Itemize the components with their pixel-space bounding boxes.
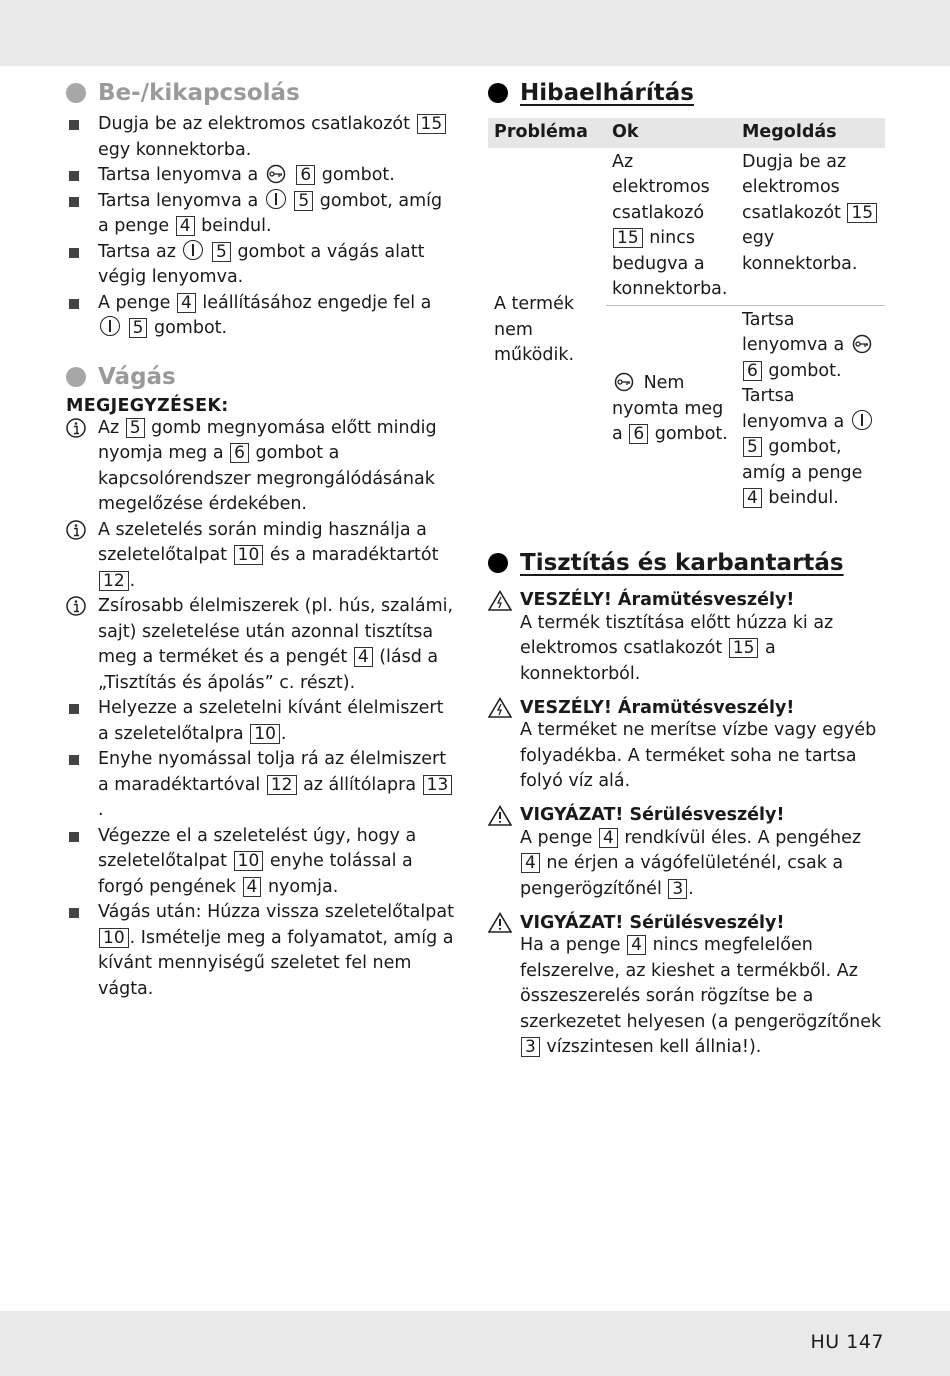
bullet-dot-icon: [66, 367, 86, 387]
info-icon: [66, 418, 86, 438]
bullet-dot-icon: [488, 553, 508, 573]
part-number-box: 15: [613, 228, 643, 248]
table-row: [488, 148, 885, 306]
part-number-box: 5: [743, 437, 762, 457]
key-icon: [852, 334, 874, 354]
power-icon: [266, 189, 286, 209]
part-number-box: 4: [599, 828, 618, 848]
list-item: Enyhe nyomással tolja rá az élelmiszert a maradéktartóval 12 az állítólapra 13.: [66, 747, 458, 824]
part-number-box: 13: [423, 775, 453, 795]
power-icon: [852, 410, 872, 430]
caution-triangle-icon: [488, 912, 512, 933]
part-number-box: 15: [417, 114, 447, 134]
caution-triangle-icon: [488, 805, 512, 826]
part-number-box: 6: [743, 361, 762, 381]
solution-cell: Dugja be az elektromos csatlakozót 15 egy konnektorba.: [736, 148, 885, 306]
part-number-box: 4: [743, 488, 762, 508]
part-number-box: 12: [99, 571, 129, 591]
warning-heading: VIGYÁZAT! Sérülésveszély!: [488, 805, 885, 826]
part-number-box: 6: [230, 443, 249, 463]
warning-text: Ha a penge 4 nincs megfelelően felszerelve, az kieshet a termékből. Az összeszerelés során rögzítse be a szerkezetet helyesen (a pengerögzítőnek 3 vízszintesen kell állnia!).: [520, 935, 882, 1057]
warning-heading: VESZÉLY! Áramütésveszély!: [488, 697, 885, 718]
bullet-dot-icon: [66, 83, 86, 103]
warning-heading: VESZÉLY! Áramütésveszély!: [488, 590, 885, 611]
list-item: Helyezze a szeletelni kívánt élelmiszert a szeletelőtalpra 10 .: [66, 696, 458, 747]
solution-cell: Tartsa lenyomva a 6 gombot. Tartsa lenyomva a 5 gombot, amíg a penge 4 beindul.: [736, 305, 885, 514]
list-item: A penge 4 leállításához engedje fel a 5 gombot.: [66, 291, 458, 342]
column-header: Megoldás: [736, 118, 885, 148]
part-number-box: 10: [250, 724, 280, 744]
column-header: Probléma: [488, 118, 606, 148]
part-number-box: 10: [99, 928, 129, 948]
list-item: Tartsa az 5 gombot a vágás alatt végig lenyomva.: [66, 240, 458, 291]
part-number-box: 6: [296, 165, 315, 185]
note-item: Az 5 gomb megnyomása előtt mindig nyomja meg a 6 gombot a kapcsolórendszer megrongálódásának megelőzése érdekében.: [66, 416, 458, 518]
part-number-box: 4: [627, 935, 646, 955]
list-item: Tartsa lenyomva a 6 gombot.: [66, 163, 458, 189]
info-icon: [66, 520, 86, 540]
part-number-box: 10: [234, 545, 264, 565]
part-number-box: 10: [234, 851, 264, 871]
list-item: Dugja be az elektromos csatlakozót 15 egy konnektorba.: [66, 112, 458, 163]
part-number-box: 4: [354, 647, 373, 667]
part-number-box: 15: [729, 638, 759, 658]
list-item: Vágás után: Húzza vissza szeletelőtalpat 10 . Ismételje meg a folyamatot, amíg a kívánt mennyiségű szeletet fel nem vágta.: [66, 900, 458, 1002]
bottom-band: [0, 1311, 950, 1376]
part-number-box: 5: [294, 191, 313, 211]
power-icon: [183, 240, 203, 260]
part-number-box: 12: [267, 775, 297, 795]
list-item: Tartsa lenyomva a 5 gombot, amíg a penge 4 beindul.: [66, 189, 458, 240]
part-number-box: 5: [212, 242, 231, 262]
page-number: HU 147: [810, 1331, 884, 1353]
warning-text: A terméket ne merítse vízbe vagy egyéb folyadékba. A terméket soha ne tartsa folyó víz alá.: [520, 720, 877, 791]
right-column: [488, 80, 885, 1061]
top-band: [0, 0, 950, 66]
part-number-box: 3: [668, 879, 687, 899]
notes-heading: MEGJEGYZÉSEK:: [66, 395, 229, 416]
list-item: Végezze el a szeletelést úgy, hogy a szeletelőtalpat 10 enyhe tolással a forgó pengének 4 nyomja.: [66, 824, 458, 901]
cutting-notes: [66, 416, 458, 1003]
section-heading-cleaning: Tisztítás és karbantartás: [488, 550, 885, 576]
warning-triangle-icon: [488, 697, 512, 718]
warning-text: A termék tisztítása előtt húzza ki az elektromos csatlakozót 15 a konnektorból.: [520, 612, 834, 684]
part-number-box: 4: [521, 853, 540, 873]
left-column: [66, 80, 458, 1002]
key-icon: [266, 164, 288, 184]
problem-cell: A termék nem működik.: [494, 294, 575, 366]
warning-triangle-icon: [488, 590, 512, 611]
table-header-row: [488, 118, 885, 148]
section-heading-switching: Be-/kikapcsolás: [66, 80, 458, 106]
power-icon: [100, 316, 120, 336]
warning-text: A penge 4 rendkívül éles. A pengéhez 4 ne érjen a vágófelületénél, csak a pengerögzítőnél 3 .: [520, 827, 862, 899]
part-number-box: 4: [176, 216, 195, 236]
bullet-dot-icon: [488, 83, 508, 103]
warning-heading: VIGYÁZAT! Sérülésveszély!: [488, 912, 885, 933]
switching-steps: [66, 112, 458, 342]
part-number-box: 6: [629, 424, 648, 444]
cause-cell: Az elektromos csatlakozó 15 nincs bedugva a konnektorba.: [606, 148, 736, 306]
part-number-box: 4: [243, 877, 262, 897]
note-item: Zsírosabb élelmiszerek (pl. hús, szalámi, sajt) szeletelése után azonnal tisztítsa meg a terméket és a pengét 4 (lásd a „Tisztítás és ápolás” c. részt).: [66, 594, 458, 696]
part-number-box: 3: [521, 1037, 540, 1057]
section-heading-cutting: Vágás: [66, 364, 458, 390]
info-icon: [66, 596, 86, 616]
cause-cell: Nem nyomta meg a 6 gombot.: [612, 373, 728, 445]
part-number-box: 5: [126, 418, 145, 438]
part-number-box: 5: [129, 318, 148, 338]
section-heading-troubleshooting: Hibaelhárítás: [488, 80, 885, 106]
note-item: A szeletelés során mindig használja a szeletelőtalpat 10 és a maradéktartót 12 .: [66, 518, 458, 595]
part-number-box: 4: [177, 293, 196, 313]
part-number-box: 15: [847, 203, 877, 223]
key-icon: [614, 372, 636, 392]
column-header: Ok: [606, 118, 736, 148]
troubleshooting-table: [488, 118, 885, 514]
